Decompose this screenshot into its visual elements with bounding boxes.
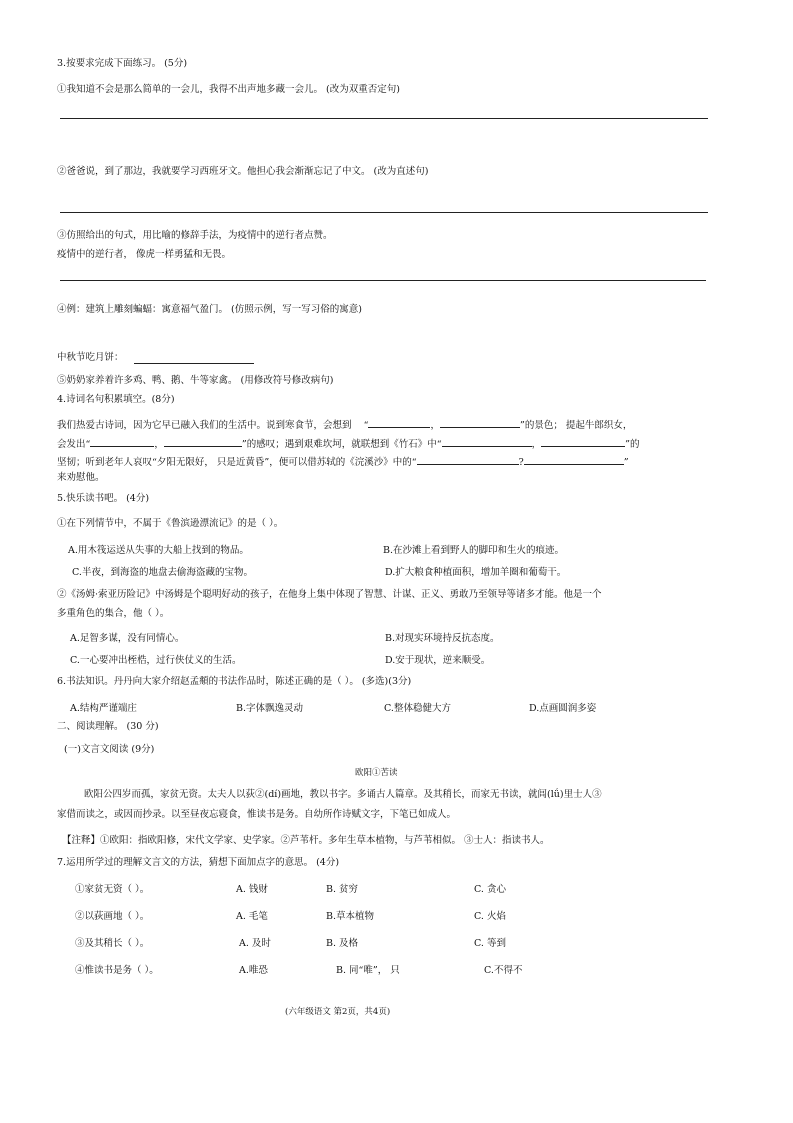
q4-open-quote: “ [351, 420, 369, 431]
q4-blank-7[interactable] [417, 454, 519, 465]
answer-line-3[interactable] [60, 280, 706, 281]
q6-option-a[interactable]: A.结构严谨端庄 [70, 703, 137, 714]
q4-line-3-text-a: 坚韧；听到老年人哀叹“夕阳无限好， 只是近黄昏”，便可以借苏轼的《浣溪沙》中的“ [57, 457, 417, 468]
page-footer: (六年级语文 第2页，共4页) [285, 1007, 391, 1017]
q4-comma-1: ， [430, 420, 440, 431]
q3-title: 3.按要求完成下面练习。 (5分) [57, 58, 188, 69]
q4-blank-1[interactable] [368, 417, 430, 428]
q5-sub-1-option-d[interactable]: D.扩大粮食种植面积，增加羊圈和葡萄干。 [385, 567, 567, 578]
q5-sub-2-option-b[interactable]: B.对现实环境持反抗态度。 [385, 633, 500, 644]
q7-row-1-question: ①家贫无资（ ）。 [75, 884, 150, 895]
passage-note: 【注释】①欧阳：指欧阳修，宋代文学家、史学家。②芦苇杆。多年生草本植物，与芦苇相似。 ③士人：指读书人。 [62, 835, 550, 846]
q4-question-mark: ? [518, 457, 524, 468]
answer-line-2[interactable] [60, 212, 708, 213]
q4-blank-6[interactable] [541, 436, 625, 447]
q7-row-2-option-b[interactable]: B.草本植物 [326, 911, 375, 922]
q4-line-3 [57, 454, 629, 469]
q4-blank-5[interactable] [442, 436, 532, 447]
q7-row-4-question: ④惟读书是务（ ）。 [75, 965, 159, 976]
q5-sub-1-option-c[interactable]: C.半夜，到海盗的地盘去偷海盗藏的宝物。 [72, 567, 253, 578]
q4-title: 4.诗词名句积累填空。(8分) [57, 394, 175, 405]
q4-blank-2[interactable] [440, 417, 520, 428]
q7-row-2-option-c[interactable]: C. 火焰 [474, 911, 506, 922]
q4-blank-4[interactable] [164, 436, 242, 447]
q6-title: 6.书法知识。丹丹向大家介绍赵孟頫的书法作品时，陈述正确的是（ ）。 (多选)(3分) [57, 676, 412, 687]
q5-sub-1: ①在下列情节中，不属于《鲁滨逊漂流记》的是（ ）。 [57, 518, 284, 529]
q3-item-3-prompt: ③仿照给出的句式，用比喻的修辞手法，为疫情中的逆行者点赞。 [57, 230, 333, 241]
q4-line-4: 来劝慰他。 [57, 472, 105, 483]
passage-line-1: 欧阳公四岁而孤，家贫无资。太夫人以荻②(dí)画地，教以书字。多诵古人篇章。及其稍长，而家无书读，就闾(lǘ)里士人③ [84, 789, 602, 800]
q6-option-d[interactable]: D.点画圆润多姿 [529, 703, 597, 714]
q3-item-5: ⑤奶奶家养着许多鸡、鸭、鹅、牛等家禽。 (用修改符号修改病句) [57, 375, 334, 386]
q6-option-b[interactable]: B.字体飘逸灵动 [236, 703, 304, 714]
q4-blank-8[interactable] [524, 454, 624, 465]
q5-sub-2-line-2: 多重角色的集合，他（ ）。 [57, 608, 170, 619]
q7-row-4-option-c[interactable]: C.不得不 [484, 965, 523, 976]
q7-row-2-option-a[interactable]: A. 毛笔 [236, 911, 268, 922]
q5-sub-1-option-a[interactable]: A.用木筏运送从失事的大船上找到的物品。 [68, 545, 249, 556]
q6-option-c[interactable]: C.整体稳健大方 [384, 703, 451, 714]
q3-item-4: ④例：建筑上雕刻蝙蝠：寓意福气盈门。 (仿照示例，写一写习俗的寓意) [57, 304, 362, 315]
q4-comma-2: ， [154, 439, 164, 450]
q5-sub-2-option-d[interactable]: D.安于现状，逆来顺受。 [385, 655, 491, 666]
q5-sub-2-line-1: ②《汤姆·索亚历险记》中汤姆是个聪明好动的孩子，在他身上集中体现了智慧、计谋、正义、勇敢乃至领导等诸多才能。他是一个 [57, 589, 602, 600]
q7-row-3-question: ③及其稍长（ ）。 [75, 938, 150, 949]
passage-title: 欧阳①苦读 [355, 768, 398, 778]
q3-item-1: ①我知道不会是那么简单的一会儿，我得不出声地多藏一会儿。 (改为双重否定句) [57, 84, 400, 95]
q7-row-3-option-b[interactable]: B. 及格 [326, 938, 359, 949]
section-2-subtitle: (一)文言文阅读 (9分) [64, 744, 155, 755]
q4-comma-3: ， [531, 439, 542, 450]
q5-sub-1-option-b[interactable]: B.在沙滩上看到野人的脚印和生火的痕迹。 [383, 545, 565, 556]
q4-line-1-text-b: ”的景色； 提起牛郎织女， [519, 420, 633, 431]
answer-line-1[interactable] [60, 118, 708, 119]
q4-line-2 [57, 436, 639, 451]
q4-line-2-text-c: ”的 [625, 439, 640, 450]
q7-row-1-option-c[interactable]: C. 贪心 [474, 884, 506, 895]
q4-line-1-text-a: 我们热爱古诗词，因为它早已融入我们的生活中。说到寒食节，会想到 [57, 420, 352, 431]
q4-blank-3[interactable] [90, 436, 154, 447]
q7-row-2-question: ②以荻画地（ ）。 [75, 911, 150, 922]
q4-close-quote: ” [623, 457, 629, 468]
q3-item-3-sample: 疫情中的逆行者， 像虎一样勇猛和无畏。 [57, 249, 232, 260]
q4-line-2-text-a: 会发出“ [57, 439, 91, 450]
q7-row-3-option-a[interactable]: A. 及时 [239, 938, 271, 949]
q3-item-2: ②爸爸说，到了那边，我就要学习西班牙文。他担心我会渐渐忘记了中文。 (改为直述句) [57, 166, 429, 177]
q4-line-1 [57, 417, 632, 432]
q3-item-4-label: 中秋节吃月饼： [57, 352, 124, 363]
q7-row-3-option-c[interactable]: C. 等到 [474, 938, 506, 949]
answer-line-mooncake[interactable] [134, 363, 254, 364]
q4-line-2-text-b: ”的感叹；遇到艰难坎坷，就联想到《竹石》中“ [241, 439, 442, 450]
passage-line-2: 家借而读之，或因而抄录。以至昼夜忘寝食，惟读书是务。自幼所作诗赋文字，下笔已如成人。 [57, 809, 457, 820]
q5-sub-2-option-c[interactable]: C.一心要冲出桎梏，过行侠仗义的生活。 [70, 655, 242, 666]
q7-title: 7.运用所学过的理解文言文的方法，猜想下面加点字的意思。 (4分) [57, 857, 340, 868]
q7-row-1-option-b[interactable]: B. 贫穷 [326, 884, 359, 895]
q7-row-1-option-a[interactable]: A. 钱财 [236, 884, 268, 895]
q7-row-4-option-a[interactable]: A.唯恐 [239, 965, 268, 976]
q7-row-4-option-b[interactable]: B. 同“唯”， 只 [336, 965, 400, 976]
section-2-title: 二、阅读理解。 (30 分) [57, 721, 159, 732]
q5-title: 5.快乐读书吧。 (4分) [57, 493, 150, 504]
q5-sub-2-option-a[interactable]: A.足智多谋，没有同情心。 [70, 633, 185, 644]
